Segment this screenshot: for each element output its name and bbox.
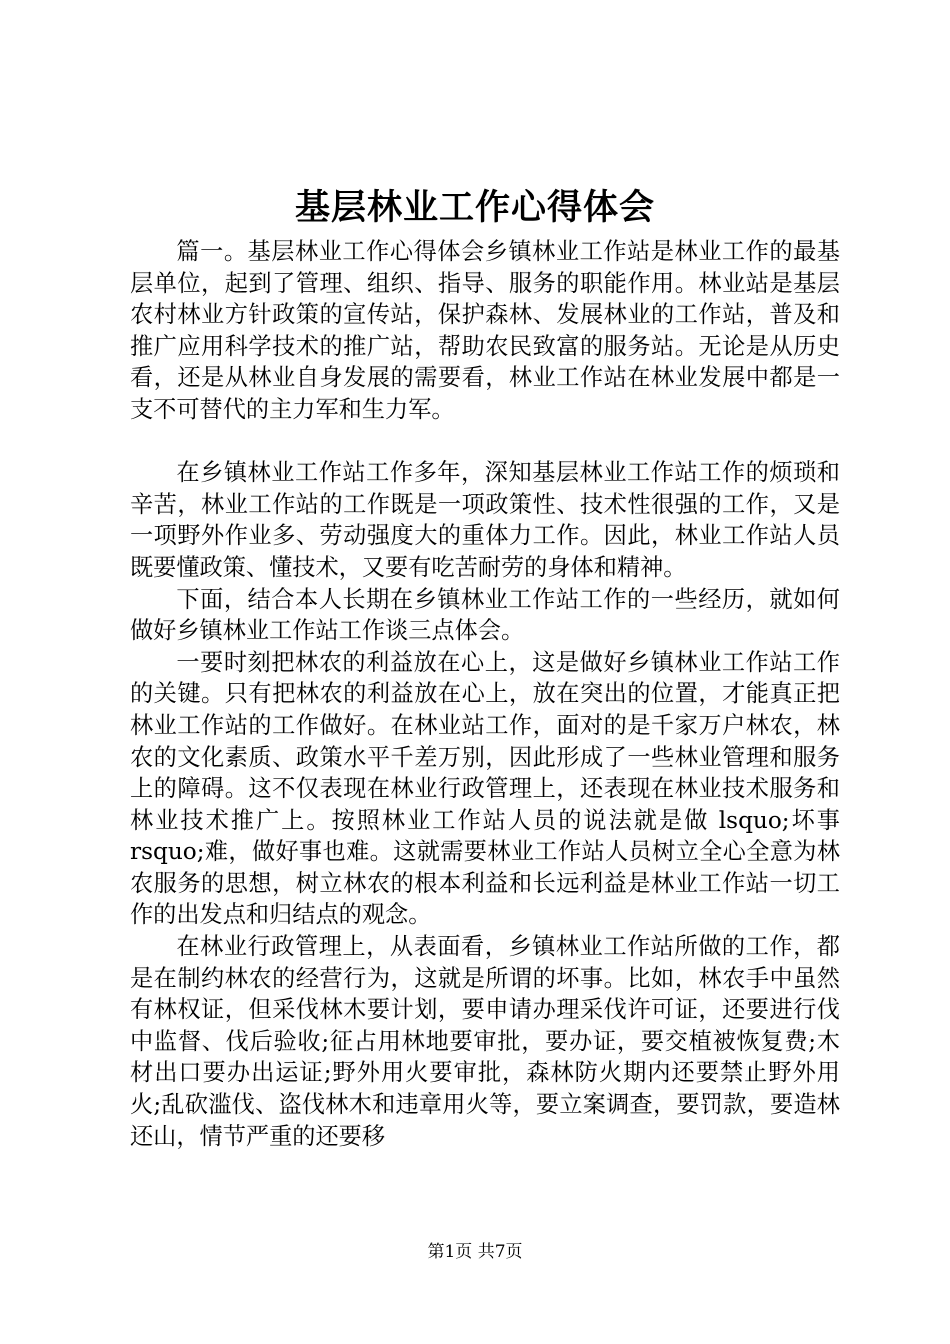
paragraph-2: 在乡镇林业工作站工作多年，深知基层林业工作站工作的烦琐和辛苦，林业工作站的工作既是一项政策性、技术性很强的工作，又是一项野外作业多、劳动强度大的重体力工作。因此，林业工作站人员既要懂政策、懂技术，又要有吃苦耐劳的身体和精神。 (130, 459, 840, 581)
paragraph-5: 在林业行政管理上，从表面看，乡镇林业工作站所做的工作，都是在制约林农的经营行为，这就是所谓的坏事。比如，林农手中虽然有林权证，但采伐林木要计划，要申请办理采伐许可证，还要进行伐中监督、伐后验收;征占用林地要审批，要办证，要交植被恢复费;木材出口要办出运证;野外用火要审批，森林防火期内还要禁止野外用火;乱砍滥伐、盗伐林木和违章用火等，要立案调查，要罚款，要造林还山，情节严重的还要移 (130, 933, 840, 1150)
document-body (130, 236, 840, 1152)
paragraph-gap (130, 426, 840, 458)
paragraph-3: 下面，结合本人长期在乡镇林业工作站工作的一些经历，就如何做好乡镇林业工作站工作谈三点体会。 (130, 585, 840, 645)
page-title: 基层林业工作心得体会 (294, 188, 655, 228)
page-number-footer: 第1页 共7页 (427, 1242, 523, 1262)
paragraph-1: 篇一。基层林业工作心得体会乡镇林业工作站是林业工作的最基层单位，起到了管理、组织、指导、服务的职能作用。林业站是基层农村林业方针政策的宣传站，保护森林、发展林业的工作站，普及和推广应用科学技术的推广站，帮助农民致富的服务站。无论是从历史看，还是从林业自身发展的需要看，林业工作站在林业发展中都是一支不可替代的主力军和生力军。 (130, 238, 840, 423)
paragraph-4: 一要时刻把林农的利益放在心上，这是做好乡镇林业工作站工作的关键。只有把林农的利益放在心上，放在突出的位置，才能真正把林业工作站的工作做好。在林业站工作，面对的是千家万户林农，林农的文化素质、政策水平千差万别，因此形成了一些林业管理和服务上的障碍。这不仅表现在林业行政管理上，还表现在林业技术服务和林业技术推广上。按照林业工作站人员的说法就是做 lsquo;坏事 rsquo;难，做好事也难。这就需要林业工作站人员树立全心全意为林农服务的思想，树立林农的根本利益和长远利益是林业工作站一切工作的出发点和归结点的观念。 (130, 648, 840, 929)
